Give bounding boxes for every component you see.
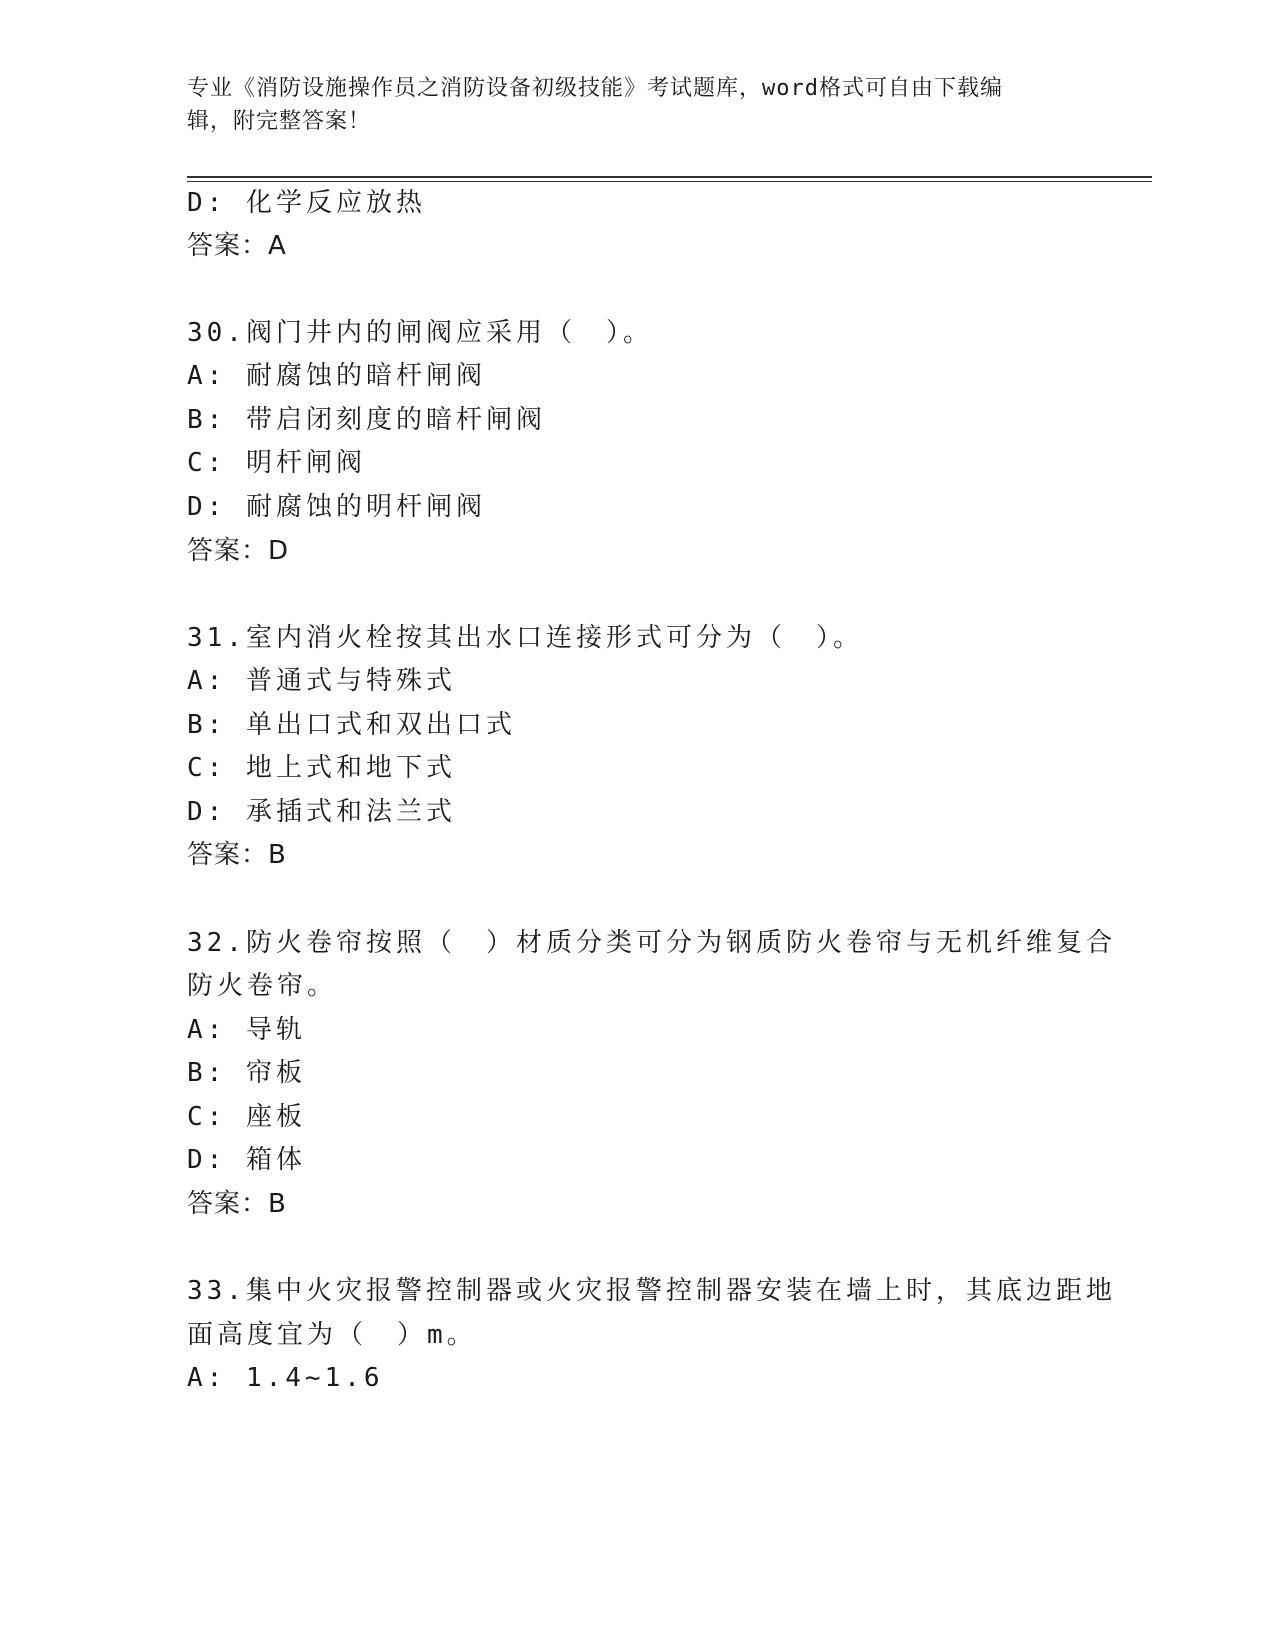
option-d: D: 承插式和法兰式 [187,797,456,827]
question-30: 30.阀门井内的闸阀应采用（ ）。 [187,318,653,348]
header-divider-thin [187,181,1152,182]
option-d: D: 化学反应放热 [187,188,426,218]
option-b: B: 帘板 [187,1058,306,1088]
question-31: 31.室内消火栓按其出水口连接形式可分为（ ）。 [187,623,863,653]
answer-line: 答案：A [187,231,287,261]
question-32-continued: 防火卷帘。 [187,971,338,1001]
document-header [187,72,1067,138]
option-d: D: 箱体 [187,1145,306,1175]
option-b: B: 单出口式和双出口式 [187,710,516,740]
option-a: A: 1.4~1.6 [187,1363,384,1393]
option-d: D: 耐腐蚀的明杆闸阀 [187,492,486,522]
question-32: 32.防火卷帘按照（ ）材质分类可分为钢质防火卷帘与无机纤维复合 [187,928,1116,958]
option-c: C: 地上式和地下式 [187,753,456,783]
header-line-2: 辑，附完整答案！ [187,109,372,134]
option-c: C: 座板 [187,1102,306,1132]
question-33: 33.集中火灾报警控制器或火灾报警控制器安装在墙上时，其底边距地 [187,1276,1116,1306]
option-a: A: 耐腐蚀的暗杆闸阀 [187,361,486,391]
option-a: A: 导轨 [187,1015,306,1045]
option-c: C: 明杆闸阀 [187,448,366,478]
question-33-continued: 面高度宜为（ ）m。 [187,1320,477,1350]
answer-line: 答案：B [187,1189,287,1219]
header-divider-thick [187,176,1152,178]
header-line-1: 专业《消防设施操作员之消防设备初级技能》考试题库，word格式可自由下载编 [187,76,1003,101]
option-a: A: 普通式与特殊式 [187,666,456,696]
answer-line: 答案：D [187,536,290,566]
answer-line: 答案：B [187,840,287,870]
option-b: B: 带启闭刻度的暗杆闸阀 [187,405,546,435]
